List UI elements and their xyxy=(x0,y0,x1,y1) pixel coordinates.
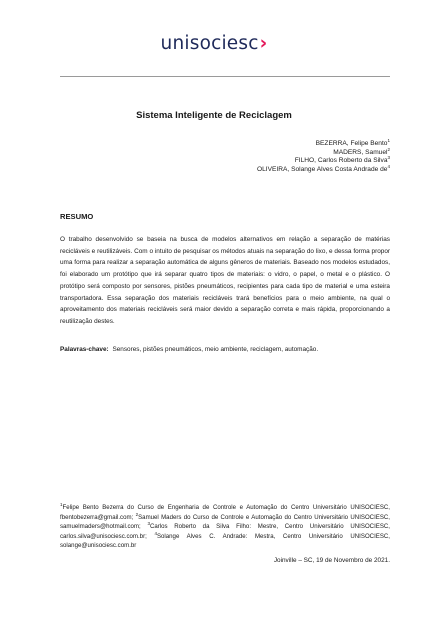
footnotes xyxy=(60,503,390,551)
keywords-label: Palavras-chave: xyxy=(60,346,109,353)
keywords xyxy=(60,345,390,355)
author-name: OLIVEIRA, Solange Alves Costa Andrade de xyxy=(256,165,388,173)
keywords-text: Sensores, pistões pneumáticos, meio ambiente, reciclagem, automação. xyxy=(112,346,319,353)
footnote-mark: 4 xyxy=(154,530,157,536)
footnote-mark: 1 xyxy=(60,501,63,507)
author-mark: 1 xyxy=(387,137,390,143)
author-mark: 4 xyxy=(387,163,390,169)
author-list xyxy=(256,137,390,174)
paper-title: Sistema Inteligente de Reciclagem xyxy=(136,110,292,121)
unisociesc-logo xyxy=(0,33,428,55)
author-line xyxy=(257,157,390,166)
author-name: MADERS, Samuel xyxy=(333,148,388,156)
footnote-mark: 2 xyxy=(135,511,139,517)
place-date: Joinville – SC, 19 de Novembro de 2021. xyxy=(273,557,390,564)
logo-chevron-icon: › xyxy=(259,33,268,54)
footnote-text: Felipe Bento Bezerra do Curso de Engenharia de Controle e Automação do Centro Universitário UNISOCIESC, fbentobezerra@gmail.com; xyxy=(60,504,390,521)
footnote-text: Solange Alves C. Andrade: Mestra, Centro Universitário UNISOCIESC, solange@unisociesc.com.br xyxy=(60,532,390,549)
footnote-text: Samuel Maders do Curso de Controle e Automação do Centro Universitário UNISOCIESC, samuelmaders@hotmail.com; xyxy=(60,513,391,530)
author-line xyxy=(256,163,390,175)
logo-wordmark: unisociesc xyxy=(160,33,259,54)
footnote-text: Carlos Roberto da Silva Filho: Mestre, Centro Universitário UNISOCIESC, carlos.silva@unisociesc.com.br; xyxy=(60,523,390,540)
author-name: FILHO, Carlos Roberto da Silva xyxy=(294,157,388,165)
footnote-mark: 3 xyxy=(147,520,150,526)
author-mark: 2 xyxy=(387,146,390,152)
author-mark: 3 xyxy=(387,155,390,160)
abstract-heading: RESUMO xyxy=(60,212,94,221)
abstract-text: O trabalho desenvolvido se baseia na busca de modelos alternativos em relação a separação de matérias recicláveis e reutilizáveis. Com o intuito de pesquisar os métodos atuais na separação do lixo, e dessa forma propor uma forma para realizar a separação automática de alguns gêneros de materiais. Baseado nos modelos estudados, foi elaborado um protótipo que irá separar quatro tipos de materiais: o vidro, o papel, o metal e o plástico. O protótipo será composto por sensores, pistões pneumáticos, recipientes para cada tipo de material e uma esteira transportadora. Essa separação dos materiais recicláveis trará benefícios para o meio ambiente, na qual o aproveitamento dos materiais recicláveis será maior devido a separação correta e mais rápida, proporcionando a reutilização destes. xyxy=(60,236,390,325)
author-name: BEZERRA, Felipe Bento xyxy=(315,140,388,147)
author-line xyxy=(257,146,390,158)
header-divider xyxy=(60,76,390,77)
